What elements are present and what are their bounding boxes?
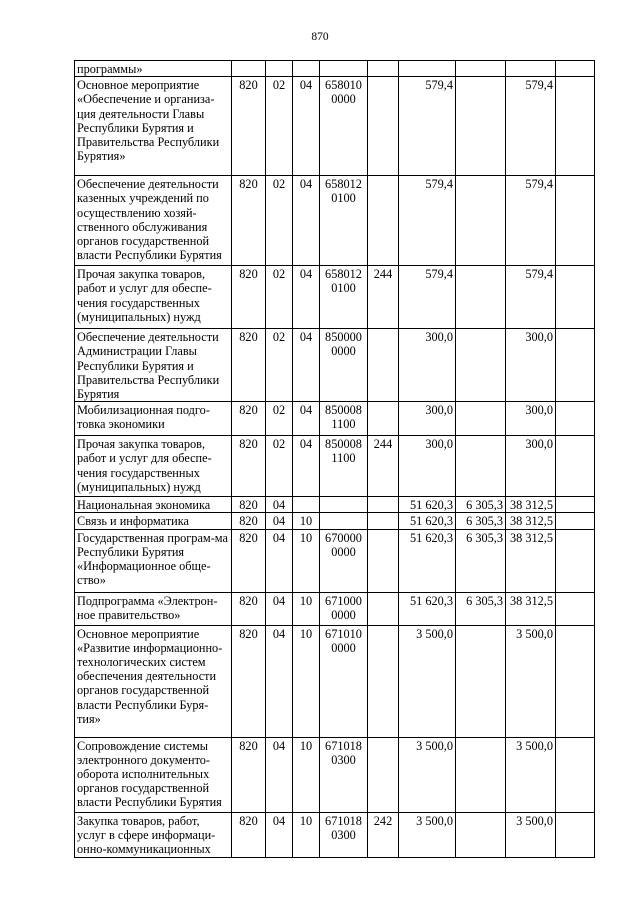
section-code-cell: 02	[266, 402, 293, 436]
expense-type-cell	[368, 329, 399, 402]
expense-type-cell	[368, 513, 399, 529]
empty-cell	[556, 61, 595, 77]
target-item-code-cell: 671018 0300	[320, 737, 368, 812]
total-amount-cell: 3 500,0	[399, 737, 456, 812]
target-item-code-cell	[320, 61, 368, 77]
empty-cell	[556, 812, 595, 857]
row-name-cell: Прочая закупка товаров, работ и услуг для обеспе-чения государственных (муниципальных) нужд	[75, 266, 232, 329]
page-number: 870	[311, 31, 329, 43]
federal-amount-cell	[456, 812, 506, 857]
subsection-code-cell	[293, 497, 320, 513]
subsection-code-cell	[293, 61, 320, 77]
subsection-code-cell: 10	[293, 513, 320, 529]
total-amount-cell: 51 620,3	[399, 529, 456, 592]
empty-cell	[556, 402, 595, 436]
federal-amount-cell: 6 305,3	[456, 497, 506, 513]
empty-cell	[556, 529, 595, 592]
section-code-cell: 04	[266, 737, 293, 812]
own-amount-cell: 579,4	[506, 77, 556, 176]
target-item-code-cell: 671000 0000	[320, 592, 368, 625]
row-name-cell: Прочая закупка товаров, работ и услуг для обеспе-чения государственных (муниципальных) нужд	[75, 436, 232, 497]
ved-code-cell: 820	[232, 592, 266, 625]
target-item-code-cell: 670000 0000	[320, 529, 368, 592]
expense-type-cell	[368, 61, 399, 77]
expense-type-cell	[368, 497, 399, 513]
section-code-cell: 04	[266, 529, 293, 592]
federal-amount-cell	[456, 625, 506, 737]
subsection-code-cell: 10	[293, 812, 320, 857]
own-amount-cell: 300,0	[506, 329, 556, 402]
subsection-code-cell: 10	[293, 529, 320, 592]
total-amount-cell: 3 500,0	[399, 625, 456, 737]
target-item-code-cell: 658012 0100	[320, 176, 368, 266]
ved-code-cell: 820	[232, 402, 266, 436]
empty-cell	[556, 737, 595, 812]
total-amount-cell: 300,0	[399, 402, 456, 436]
subsection-code-cell: 04	[293, 329, 320, 402]
subsection-code-cell: 10	[293, 737, 320, 812]
row-name-cell: Обеспечение деятельности Администрации Главы Республики Бурятия и Правительства Республики Бурятия	[75, 329, 232, 402]
expense-type-cell: 242	[368, 812, 399, 857]
federal-amount-cell	[456, 266, 506, 329]
federal-amount-cell	[456, 402, 506, 436]
empty-cell	[556, 513, 595, 529]
section-code-cell: 04	[266, 625, 293, 737]
ved-code-cell: 820	[232, 625, 266, 737]
own-amount-cell: 579,4	[506, 176, 556, 266]
target-item-code-cell: 850000 0000	[320, 329, 368, 402]
table-row	[75, 513, 595, 529]
section-code-cell: 02	[266, 266, 293, 329]
section-code-cell: 02	[266, 77, 293, 176]
ved-code-cell: 820	[232, 513, 266, 529]
budget-table	[74, 60, 595, 858]
own-amount-cell: 3 500,0	[506, 812, 556, 857]
table-row	[75, 529, 595, 592]
expense-type-cell	[368, 737, 399, 812]
empty-cell	[556, 77, 595, 176]
row-name-cell: Мобилизационная подго-товка экономики	[75, 402, 232, 436]
section-code-cell: 04	[266, 497, 293, 513]
subsection-code-cell: 04	[293, 77, 320, 176]
empty-cell	[556, 176, 595, 266]
own-amount-cell: 3 500,0	[506, 625, 556, 737]
row-name-cell: Закупка товаров, работ, услуг в сфере информаци-онно-коммуникационных	[75, 812, 232, 857]
federal-amount-cell	[456, 77, 506, 176]
target-item-code-cell: 671018 0300	[320, 812, 368, 857]
own-amount-cell: 300,0	[506, 402, 556, 436]
ved-code-cell: 820	[232, 77, 266, 176]
target-item-code-cell: 658010 0000	[320, 77, 368, 176]
total-amount-cell: 300,0	[399, 436, 456, 497]
ved-code-cell: 820	[232, 737, 266, 812]
target-item-code-cell: 850008 1100	[320, 436, 368, 497]
federal-amount-cell	[456, 737, 506, 812]
table-row	[75, 402, 595, 436]
empty-cell	[556, 625, 595, 737]
ved-code-cell: 820	[232, 266, 266, 329]
ved-code-cell: 820	[232, 436, 266, 497]
ved-code-cell: 820	[232, 529, 266, 592]
table-row	[75, 625, 595, 737]
federal-amount-cell: 6 305,3	[456, 529, 506, 592]
total-amount-cell: 51 620,3	[399, 497, 456, 513]
subsection-code-cell: 10	[293, 625, 320, 737]
table-row	[75, 436, 595, 497]
table-row	[75, 266, 595, 329]
section-code-cell: 04	[266, 592, 293, 625]
section-code-cell: 02	[266, 329, 293, 402]
expense-type-cell: 244	[368, 436, 399, 497]
own-amount-cell: 300,0	[506, 436, 556, 497]
table-row	[75, 77, 595, 176]
table-row	[75, 592, 595, 625]
expense-type-cell	[368, 529, 399, 592]
table-row	[75, 497, 595, 513]
section-code-cell: 02	[266, 436, 293, 497]
row-name-cell: Национальная экономика	[75, 497, 232, 513]
empty-cell	[556, 329, 595, 402]
total-amount-cell: 51 620,3	[399, 513, 456, 529]
target-item-code-cell: 658012 0100	[320, 266, 368, 329]
total-amount-cell: 300,0	[399, 329, 456, 402]
total-amount-cell: 579,4	[399, 176, 456, 266]
row-name-cell: Связь и информатика	[75, 513, 232, 529]
section-code-cell: 04	[266, 513, 293, 529]
target-item-code-cell: 671010 0000	[320, 625, 368, 737]
expense-type-cell	[368, 592, 399, 625]
section-code-cell	[266, 61, 293, 77]
expense-type-cell: 244	[368, 266, 399, 329]
subsection-code-cell: 04	[293, 436, 320, 497]
ved-code-cell: 820	[232, 329, 266, 402]
target-item-code-cell	[320, 513, 368, 529]
own-amount-cell: 579,4	[506, 266, 556, 329]
own-amount-cell: 38 312,5	[506, 513, 556, 529]
federal-amount-cell: 6 305,3	[456, 592, 506, 625]
ved-code-cell: 820	[232, 176, 266, 266]
row-name-cell: Основное мероприятие «Развитие информационно-технологических систем обеспечения деятельности органов государственной власти Республики Буря-тия»	[75, 625, 232, 737]
ved-code-cell: 820	[232, 812, 266, 857]
table-row	[75, 737, 595, 812]
table-row	[75, 61, 595, 77]
table-row	[75, 329, 595, 402]
federal-amount-cell	[456, 61, 506, 77]
table-row	[75, 176, 595, 266]
federal-amount-cell	[456, 176, 506, 266]
row-name-cell: Подпрограмма «Электрон-ное правительство»	[75, 592, 232, 625]
subsection-code-cell: 04	[293, 402, 320, 436]
ved-code-cell: 820	[232, 497, 266, 513]
own-amount-cell: 38 312,5	[506, 592, 556, 625]
row-name-cell: Основное мероприятие «Обеспечение и организа-ция деятельности Главы Республики Бурятия и Правительства Республики Бурятия»	[75, 77, 232, 176]
empty-cell	[556, 436, 595, 497]
section-code-cell: 04	[266, 812, 293, 857]
own-amount-cell: 38 312,5	[506, 529, 556, 592]
total-amount-cell: 51 620,3	[399, 592, 456, 625]
row-name-cell: Обеспечение деятельности казенных учреждений по осуществлению хозяй-ственного обслуживания органов государственной власти Республики Бурятия	[75, 176, 232, 266]
target-item-code-cell: 850008 1100	[320, 402, 368, 436]
expense-type-cell	[368, 625, 399, 737]
subsection-code-cell: 04	[293, 176, 320, 266]
federal-amount-cell: 6 305,3	[456, 513, 506, 529]
own-amount-cell	[506, 61, 556, 77]
empty-cell	[556, 266, 595, 329]
total-amount-cell: 579,4	[399, 77, 456, 176]
own-amount-cell: 3 500,0	[506, 737, 556, 812]
row-name-cell: Сопровождение системы электронного документо-оборота исполнительных органов государственной власти Республики Бурятия	[75, 737, 232, 812]
own-amount-cell: 38 312,5	[506, 497, 556, 513]
ved-code-cell	[232, 61, 266, 77]
expense-type-cell	[368, 402, 399, 436]
total-amount-cell: 3 500,0	[399, 812, 456, 857]
expense-type-cell	[368, 176, 399, 266]
total-amount-cell	[399, 61, 456, 77]
target-item-code-cell	[320, 497, 368, 513]
table-row	[75, 812, 595, 857]
expense-type-cell	[368, 77, 399, 176]
subsection-code-cell: 10	[293, 592, 320, 625]
total-amount-cell: 579,4	[399, 266, 456, 329]
subsection-code-cell: 04	[293, 266, 320, 329]
section-code-cell: 02	[266, 176, 293, 266]
row-name-cell: программы»	[75, 61, 232, 77]
federal-amount-cell	[456, 436, 506, 497]
row-name-cell: Государственная програм-ма Республики Бурятия «Информационное обще-ство»	[75, 529, 232, 592]
empty-cell	[556, 497, 595, 513]
empty-cell	[556, 592, 595, 625]
federal-amount-cell	[456, 329, 506, 402]
